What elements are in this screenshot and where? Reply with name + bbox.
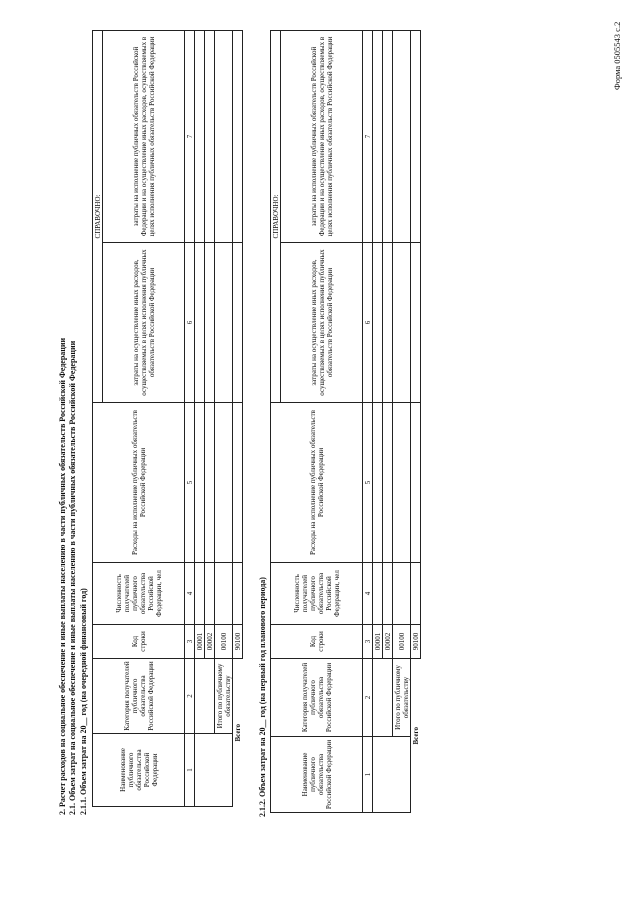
expenses-table-first-plan-year xyxy=(270,30,421,813)
section-2-1-1-heading: 2.1.1. Объем затрат на 20__ год (на очередной финансовый год) xyxy=(79,588,88,815)
table-cell xyxy=(205,563,215,625)
header-col1: Наименование публичного обязательства Российской Федерации xyxy=(93,734,185,807)
table-cell xyxy=(195,31,205,243)
total-label: Всего xyxy=(233,659,243,807)
total-obligation-code: 00100 xyxy=(393,625,411,659)
table-cell xyxy=(373,563,383,625)
table-cell xyxy=(205,31,215,243)
header-col2: Категория получателей публичного обязательства Российской Федерации xyxy=(271,659,363,737)
header-col1: Наименование публичного обязательства Российской Федерации xyxy=(271,737,363,813)
row-code: 00001 xyxy=(373,625,383,659)
header-col3: Код строки xyxy=(271,625,363,659)
table-cell xyxy=(215,403,233,563)
header-col3: Код строки xyxy=(93,625,185,659)
table-cell xyxy=(195,659,215,734)
reference-header: СПРАВОЧНО: xyxy=(271,31,281,403)
row-code: 00001 xyxy=(195,625,205,659)
header-col7: затраты на исполнение публичных обязательств Российской Федерации и на осуществление иных расходов, осуществляемых в целях исполнения публичных обязательств Российской Федерации xyxy=(281,31,363,243)
col-number: 3 xyxy=(363,625,373,659)
table-cell xyxy=(215,243,233,403)
col-number: 6 xyxy=(363,243,373,403)
section-2-1-2-heading: 2.1.2. Объем затрат на 20__ год (на первый год планового периода) xyxy=(258,577,267,817)
header-col6: затраты на осуществление иных расходов, осуществляемых в целях исполнения публичных обязательств Российской Федерации xyxy=(103,243,185,403)
table-cell xyxy=(195,563,205,625)
form-number: Форма 0505543 с.2 xyxy=(612,21,622,90)
table-cell xyxy=(195,403,205,563)
total-code: 90100 xyxy=(411,625,421,659)
table-cell xyxy=(383,563,393,625)
col-number: 2 xyxy=(363,659,373,737)
col-number: 1 xyxy=(185,734,195,807)
table-cell xyxy=(373,659,393,737)
section-2-heading: 2. Расчет расходов на социальное обеспечение и иные выплаты населению в части публичных обязательств Российской Федерации xyxy=(58,337,67,815)
row-code: 00002 xyxy=(205,625,215,659)
section-2-1-heading: 2.1. Объем затрат на социальное обеспечение и иные выплаты населению в части публичных обязательств Российской Федерации xyxy=(68,340,77,815)
table-cell xyxy=(233,403,243,563)
table-cell xyxy=(373,31,383,243)
header-col4: Численность получателей публичного обязательства Российской Федерации, чел xyxy=(271,563,363,625)
table-cell xyxy=(373,403,383,563)
table-cell xyxy=(393,31,411,243)
table-cell xyxy=(205,243,215,403)
header-col4: Численность получателей публичного обязательства Российской Федерации, чел xyxy=(93,563,185,625)
col-number: 6 xyxy=(185,243,195,403)
col-number: 4 xyxy=(363,563,373,625)
table-cell xyxy=(215,563,233,625)
total-obligation-label: Итого по публичному обязательству xyxy=(215,659,233,734)
table-cell xyxy=(233,563,243,625)
table-cell xyxy=(383,31,393,243)
col-number: 7 xyxy=(363,31,373,243)
table-cell xyxy=(233,243,243,403)
header-col2: Категория получателей публичного обязательства Российской Федерации xyxy=(93,659,185,734)
col-number: 3 xyxy=(185,625,195,659)
table-cell xyxy=(233,31,243,243)
table-cell xyxy=(411,31,421,243)
reference-header: СПРАВОЧНО: xyxy=(93,31,103,403)
expenses-table-current-year xyxy=(92,30,243,807)
header-col5: Расходы на исполнение публичных обязательств Российской Федерации xyxy=(93,403,185,563)
table-cell xyxy=(411,563,421,625)
col-number: 1 xyxy=(363,737,373,813)
table-cell xyxy=(393,563,411,625)
table-cell xyxy=(411,243,421,403)
table-cell xyxy=(373,243,383,403)
total-code: 90100 xyxy=(233,625,243,659)
table-cell xyxy=(373,737,411,813)
table-cell xyxy=(383,403,393,563)
table-cell xyxy=(393,403,411,563)
table-cell xyxy=(411,403,421,563)
total-label: Всего xyxy=(411,659,421,813)
col-number: 5 xyxy=(363,403,373,563)
table-cell xyxy=(195,243,205,403)
col-number: 7 xyxy=(185,31,195,243)
table-cell xyxy=(215,31,233,243)
table-cell xyxy=(393,243,411,403)
col-number: 5 xyxy=(185,403,195,563)
table-cell xyxy=(383,243,393,403)
col-number: 2 xyxy=(185,659,195,734)
total-obligation-code: 00100 xyxy=(215,625,233,659)
header-col5: Расходы на исполнение публичных обязательств Российской Федерации xyxy=(271,403,363,563)
total-obligation-label: Итого по публичному обязательству xyxy=(393,659,411,737)
table-cell xyxy=(205,403,215,563)
row-code: 00002 xyxy=(383,625,393,659)
table-cell xyxy=(195,734,233,807)
col-number: 4 xyxy=(185,563,195,625)
header-col6: затраты на осуществление иных расходов, осуществляемых в целях исполнения публичных обязательств Российской Федерации xyxy=(281,243,363,403)
header-col7: затраты на исполнение публичных обязательств Российской Федерации и на осуществление иных расходов, осуществляемых в целях исполнения публичных обязательств Российской Федерации xyxy=(103,31,185,243)
